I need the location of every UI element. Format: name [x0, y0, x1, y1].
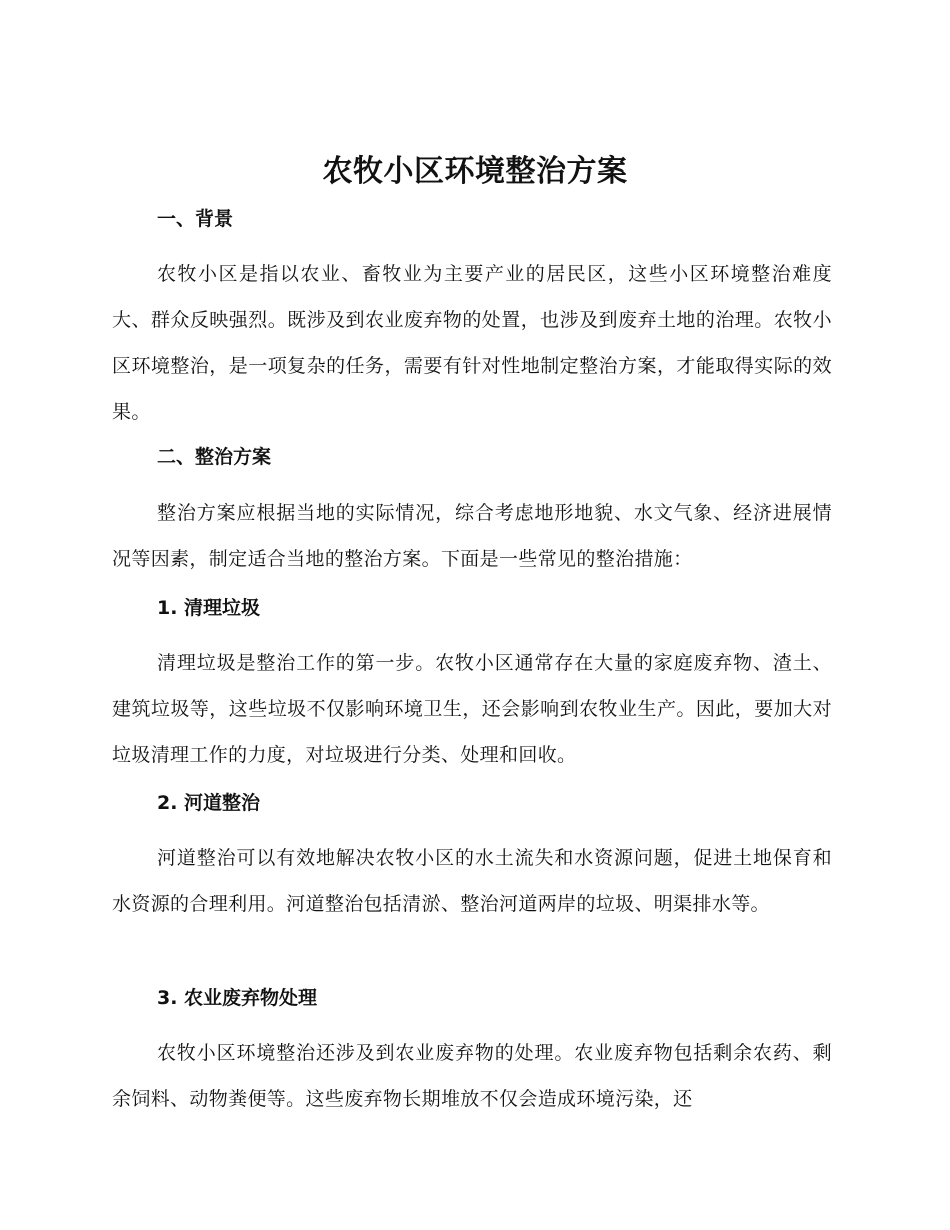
document-title: 农牧小区环境整治方案 [322, 154, 628, 189]
subheading-river-management: 2. 河道整治 [157, 792, 261, 814]
section-heading-plan: 二、整治方案 [157, 446, 272, 468]
paragraph-plan: 整治方案应根据当地的实际情况，综合考虑地形地貌、水文气象、经济进展情况等因素，制定适合当地的整治方案。下面是一些常见的整治措施： [112, 502, 832, 570]
subheading-agricultural-waste: 3. 农业废弃物处理 [157, 987, 318, 1009]
section-heading-background: 一、背景 [157, 208, 234, 230]
paragraph-background: 农牧小区是指以农业、畜牧业为主要产业的居民区，这些小区环境整治难度大、群众反映强烈。既涉及到农业废弃物的处置，也涉及到废弃土地的治理。农牧小区环境整治，是一项复杂的任务，需要有针对性地制定整治方案，才能取得实际的效果。 [112, 263, 832, 423]
paragraph-garbage-cleanup: 清理垃圾是整治工作的第一步。农牧小区通常存在大量的家庭废弃物、渣土、建筑垃圾等，这些垃圾不仅影响环境卫生，还会影响到农牧业生产。因此，要加大对垃圾清理工作的力度，对垃圾进行分类、处理和回收。 [112, 652, 832, 766]
paragraph-agricultural-waste: 农牧小区环境整治还涉及到农业废弃物的处理。农业废弃物包括剩余农药、剩余饲料、动物粪便等。这些废弃物长期堆放不仅会造成环境污染，还 [112, 1042, 832, 1110]
paragraph-river-management: 河道整治可以有效地解决农牧小区的水土流失和水资源问题，促进土地保育和水资源的合理利用。河道整治包括清淤、整治河道两岸的垃圾、明渠排水等。 [112, 847, 832, 915]
subheading-garbage-cleanup: 1. 清理垃圾 [157, 597, 261, 619]
